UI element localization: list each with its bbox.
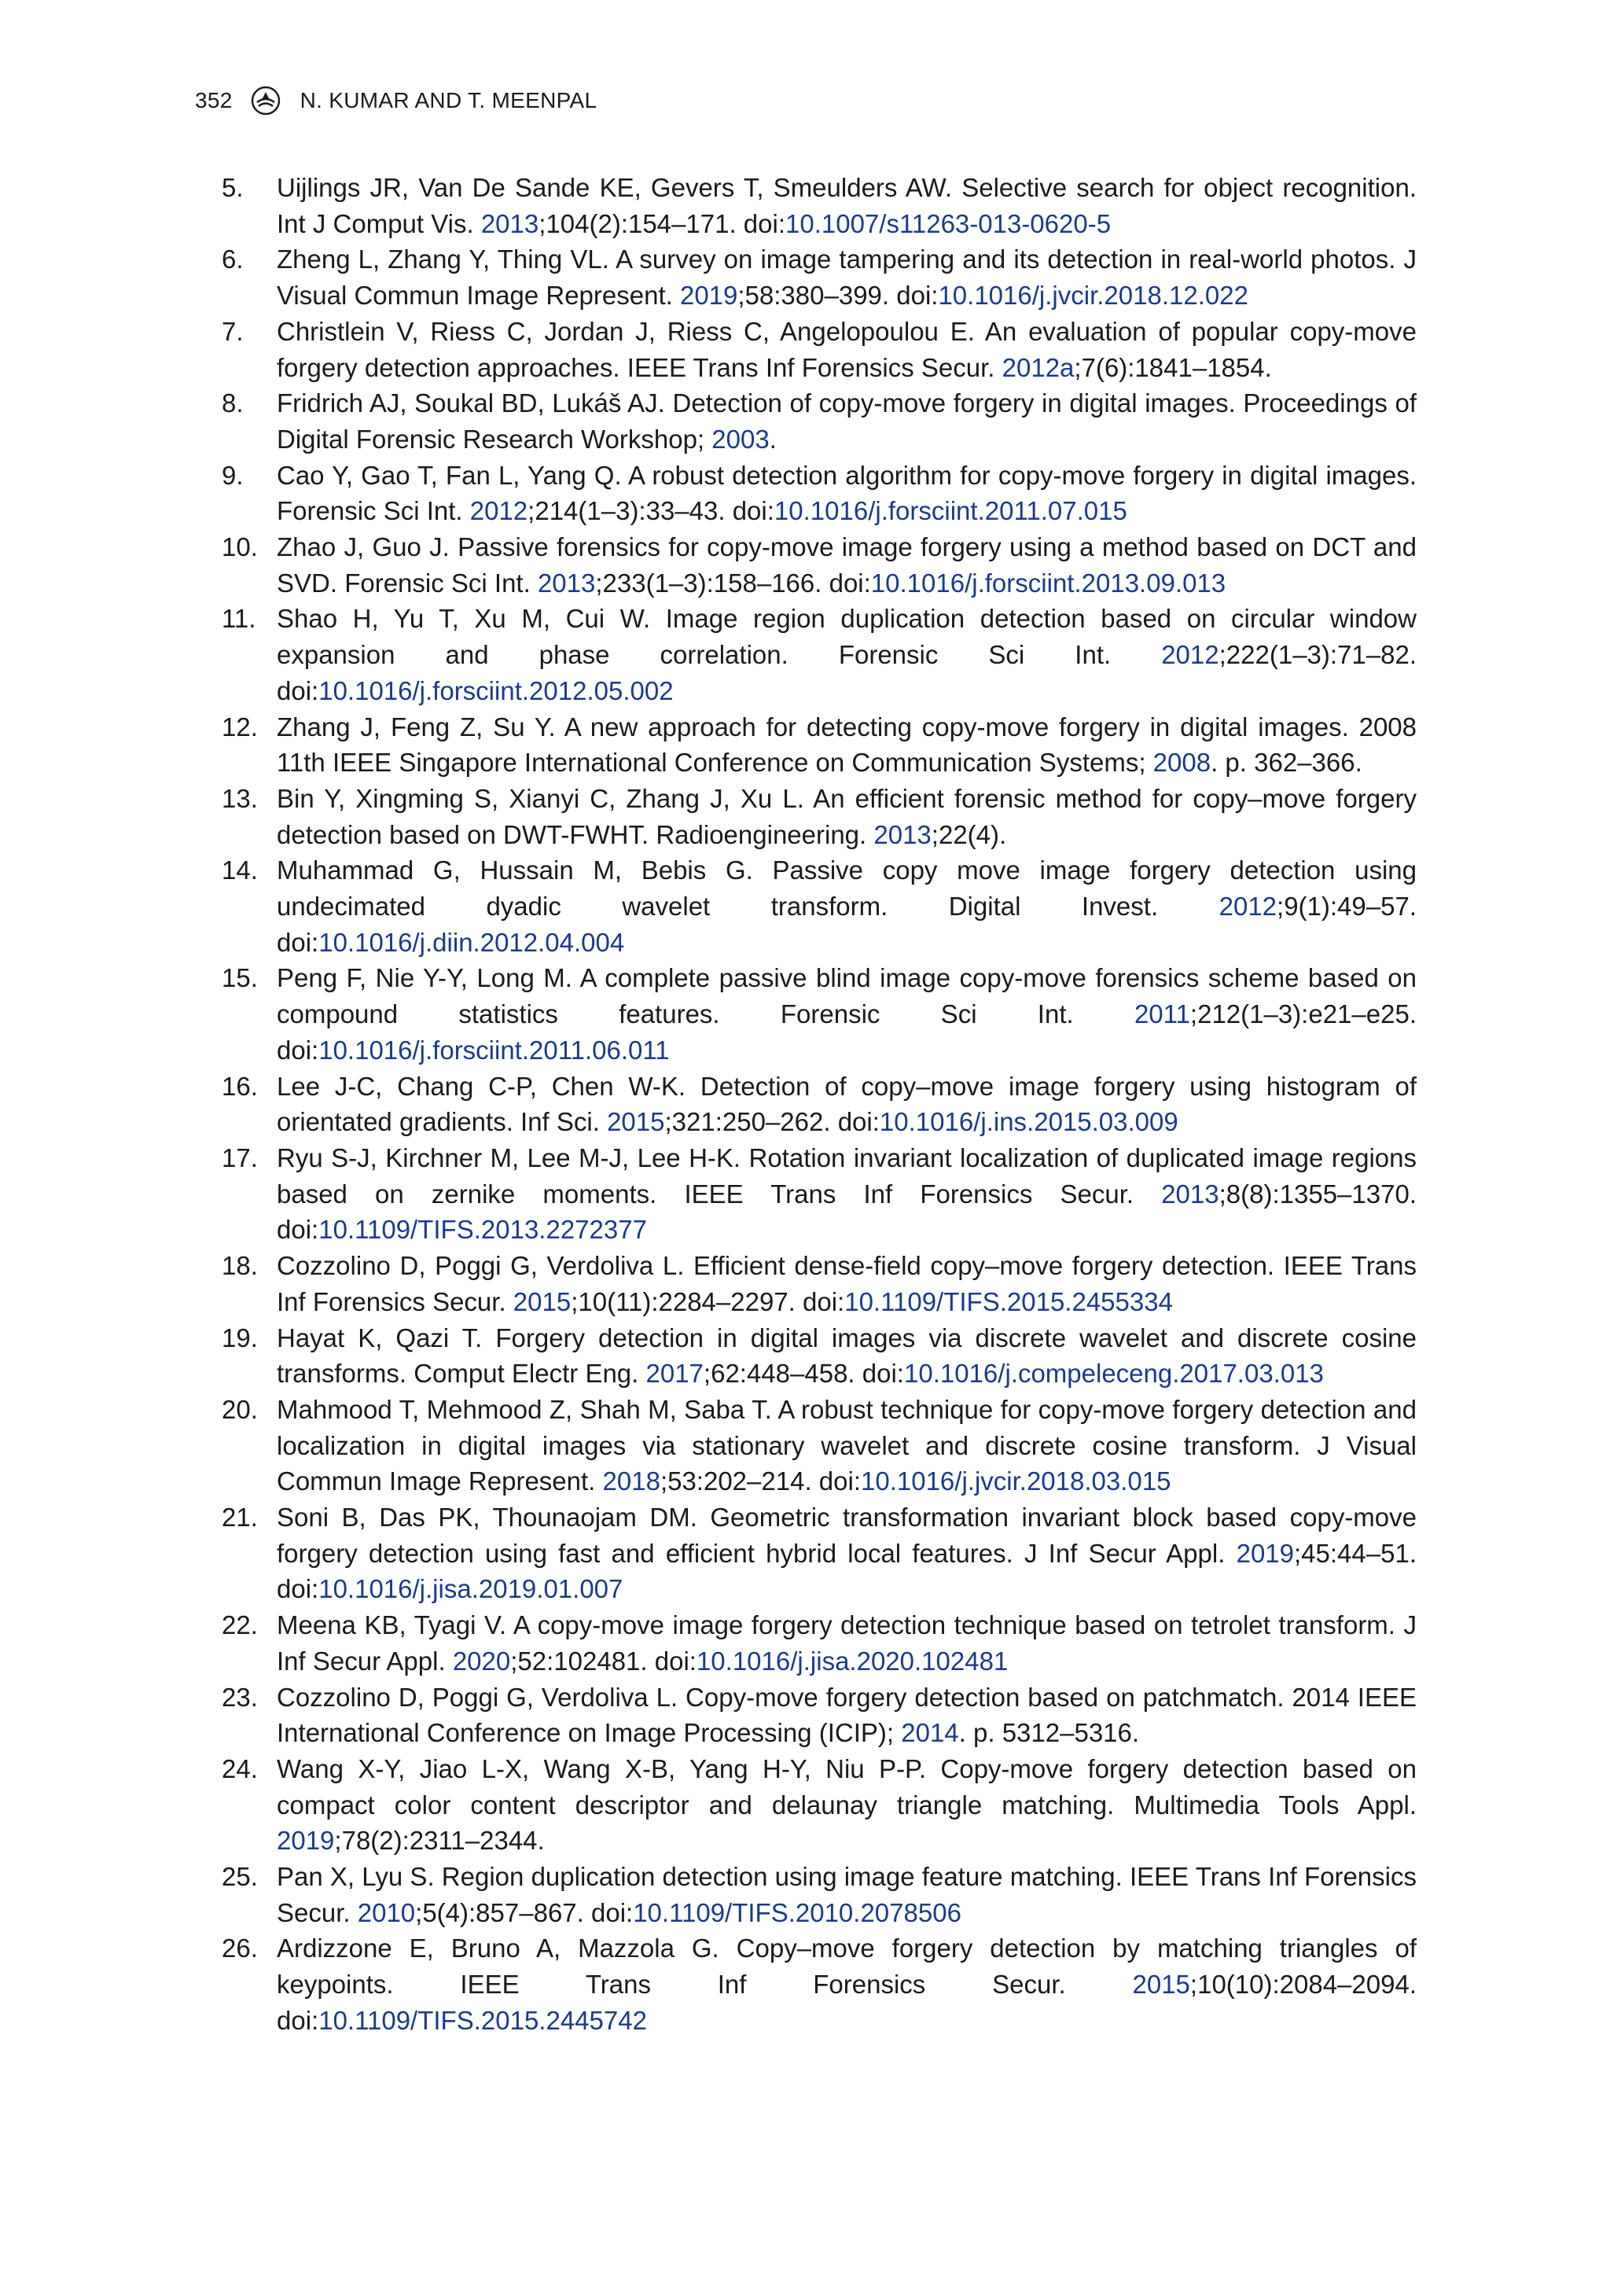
page-number: 352: [195, 88, 233, 112]
reference-number: 24.: [222, 1753, 258, 1783]
reference-item: [222, 529, 1417, 601]
reference-text: Cozzolino D, Poggi G, Verdoliva L. Copy-move forgery detection based on patchmatch. 2014 IEEE International Conference on Image Processing (ICIP);: [277, 1682, 1417, 1748]
reference-item: [222, 1320, 1417, 1392]
reference-number: 22.: [222, 1610, 258, 1640]
reference-text: Ryu S-J, Kirchner M, Lee M-J, Lee H-K. Rotation invariant localization of duplicated image regions based on zernike moments. IEEE Trans Inf Forensics Secur.: [277, 1142, 1417, 1209]
reference-item: [222, 1499, 1417, 1607]
reference-text: ;212(1–3):e21–e25. doi:: [277, 999, 1417, 1065]
reference-text: ;233(1–3):158–166. doi:: [595, 568, 871, 598]
reference-text: Mahmood T, Mehmood Z, Shah M, Saba T. A robust technique for copy-move forgery detection and localization in digital images via stationary wavelet and discrete cosine transform. J Visual Commun Image Represent.: [277, 1394, 1417, 1496]
reference-link[interactable]: 10.1109/TIFS.2013.2272377: [318, 1215, 647, 1245]
reference-link[interactable]: 2019: [277, 1826, 335, 1856]
reference-number: 10.: [222, 532, 258, 562]
reference-link[interactable]: 10.1016/j.jvcir.2018.03.015: [861, 1466, 1171, 1496]
reference-link[interactable]: 10.1016/j.jisa.2019.01.007: [318, 1574, 623, 1604]
reference-list: [222, 170, 1417, 2039]
reference-text: ;45:44–51. doi:: [277, 1538, 1417, 1604]
reference-link[interactable]: 2013: [537, 568, 596, 598]
reference-link[interactable]: 10.1016/j.ins.2015.03.009: [879, 1107, 1178, 1137]
reference-text: ;52:102481. doi:: [510, 1646, 697, 1676]
reference-link[interactable]: 2010: [357, 1897, 416, 1927]
reference-link[interactable]: 2012: [1219, 892, 1277, 922]
reference-text: Shao H, Yu T, Xu M, Cui W. Image region duplication detection based on circular window expansion and phase correlation. Forensic Sci Int.: [277, 604, 1417, 670]
reference-text: Pan X, Lyu S. Region duplication detection using image feature matching. IEEE Trans Inf Forensics Secur.: [277, 1862, 1417, 1927]
reference-text: ;321:250–262. doi:: [664, 1107, 880, 1137]
reference-number: 25.: [222, 1862, 258, 1892]
reference-number: 26.: [222, 1934, 258, 1963]
reference-text: Fridrich AJ, Soukal BD, Lukáš AJ. Detection of copy-move forgery in digital images. Proceedings of Digital Forensic Research Workshop;: [277, 388, 1417, 454]
reference-link[interactable]: 2008: [1152, 748, 1211, 778]
reference-text: ;78(2):2311–2344.: [334, 1826, 545, 1856]
reference-link[interactable]: 10.1016/j.forsciint.2011.06.011: [318, 1035, 670, 1065]
reference-link[interactable]: 10.1016/j.forsciint.2012.05.002: [318, 675, 674, 705]
reference-text: Bin Y, Xingming S, Xianyi C, Zhang J, Xu L. An efficient forensic method for copy–move forgery detection based on DWT-FWHT. Radioengineering.: [277, 783, 1417, 849]
reference-link[interactable]: 2020: [452, 1646, 511, 1676]
reference-text: Zheng L, Zhang Y, Thing VL. A survey on image tampering and its detection in real-world photos. J Visual Commun Image Represent.: [277, 245, 1417, 311]
reference-link[interactable]: 2012: [1161, 640, 1219, 670]
reference-number: 9.: [222, 460, 244, 490]
reference-text: Hayat K, Qazi T. Forgery detection in digital images via discrete wavelet and discrete cosine transforms. Comput Electr Eng.: [277, 1323, 1417, 1389]
reference-link[interactable]: 10.1016/j.jisa.2020.102481: [696, 1646, 1009, 1676]
reference-item: [222, 1248, 1417, 1319]
reference-item: [222, 960, 1417, 1068]
reference-link[interactable]: 2015: [513, 1286, 572, 1316]
reference-text: . p. 5312–5316.: [958, 1718, 1140, 1748]
reference-text: Zhao J, Guo J. Passive forensics for copy-move image forgery using a method based on DCT and SVD. Forensic Sci Int.: [277, 532, 1417, 598]
reference-item: [222, 1140, 1417, 1248]
reference-link[interactable]: 2014: [901, 1718, 959, 1748]
reference-text: Muhammad G, Hussain M, Bebis G. Passive copy move image forgery detection using undecimated dyadic wavelet transform. Digital Invest.: [277, 855, 1417, 922]
reference-text: ;104(2):154–171. doi:: [539, 208, 785, 238]
reference-item: [222, 1069, 1417, 1140]
reference-link[interactable]: 10.1109/TIFS.2015.2455334: [844, 1286, 1173, 1316]
reference-link[interactable]: 2012: [469, 496, 528, 526]
reference-text: ;58:380–399. doi:: [737, 281, 939, 311]
reference-link[interactable]: 10.1016/j.forsciint.2011.07.015: [774, 496, 1127, 526]
reference-text: ;214(1–3):33–43. doi:: [527, 496, 774, 526]
reference-text: .: [769, 424, 777, 454]
reference-link[interactable]: 2013: [1161, 1179, 1219, 1209]
reference-link[interactable]: 10.1007/s11263-013-0620-5: [785, 208, 1112, 238]
reference-item: [222, 601, 1417, 708]
reference-link[interactable]: 10.1016/j.diin.2012.04.004: [318, 927, 625, 957]
reference-link[interactable]: 10.1016/j.forsciint.2013.09.013: [870, 568, 1226, 598]
reference-text: ;9(1):49–57. doi:: [277, 892, 1417, 957]
reference-text: Soni B, Das PK, Thounaojam DM. Geometric transformation invariant block based copy-move forgery detection using fast and efficient hybrid local features. J Inf Secur Appl.: [277, 1503, 1417, 1568]
reference-number: 8.: [222, 388, 244, 418]
reference-item: [222, 1607, 1417, 1679]
reference-number: 6.: [222, 245, 244, 274]
reference-item: [222, 1930, 1417, 2038]
reference-text: Ardizzone E, Bruno A, Mazzola G. Copy–move forgery detection by matching triangles of keypoints. IEEE Trans Inf Forensics Secur.: [277, 1934, 1417, 2000]
reference-link[interactable]: 2019: [1236, 1538, 1295, 1568]
reference-text: ;8(8):1355–1370. doi:: [277, 1179, 1417, 1245]
reference-number: 23.: [222, 1682, 258, 1712]
reference-item: [222, 1859, 1417, 1930]
reference-item: [222, 241, 1417, 313]
reference-number: 16.: [222, 1071, 258, 1101]
reference-number: 15.: [222, 963, 258, 993]
reference-number: 20.: [222, 1394, 258, 1424]
reference-text: Cozzolino D, Poggi G, Verdoliva L. Efficient dense-field copy–move forgery detection. IEEE Trans Inf Forensics Secur.: [277, 1251, 1417, 1316]
reference-number: 11.: [222, 604, 256, 634]
reference-text: . p. 362–366.: [1211, 748, 1362, 778]
reference-number: 17.: [222, 1142, 258, 1172]
reference-text: ;53:202–214. doi:: [660, 1466, 861, 1496]
reference-number: 19.: [222, 1323, 258, 1352]
reference-number: 12.: [222, 712, 258, 741]
reference-text: Zhang J, Feng Z, Su Y. A new approach for detecting copy-move forgery in digital images. 2008 11th IEEE Singapore International Conference on Communication Systems;: [277, 712, 1417, 778]
reference-link[interactable]: 2019: [679, 281, 738, 311]
reference-link[interactable]: 2013: [480, 208, 539, 238]
reference-link[interactable]: 2015: [1132, 1970, 1190, 2000]
reference-text: Christlein V, Riess C, Jordan J, Riess C, Angelopoulou E. An evaluation of popular copy-move forgery detection approaches. IEEE Trans Inf Forensics Secur.: [277, 316, 1417, 382]
reference-text: Wang X-Y, Jiao L-X, Wang X-B, Yang H-Y, Niu P-P. Copy-move forgery detection based on compact color content descriptor and delaunay triangle matching. Multimedia Tools Appl.: [277, 1753, 1417, 1820]
running-header-authors: N. KUMAR AND T. MEENPAL: [300, 88, 597, 112]
reference-text: ;7(6):1841–1854.: [1074, 352, 1272, 382]
reference-text: Cao Y, Gao T, Fan L, Yang Q. A robust detection algorithm for copy-move forgery in digital images. Forensic Sci Int.: [277, 460, 1417, 526]
reference-item: [222, 1392, 1417, 1499]
reference-text: ;62:448–458. doi:: [703, 1359, 904, 1389]
reference-link[interactable]: 2013: [873, 819, 932, 849]
reference-item: [222, 781, 1417, 852]
reference-text: Peng F, Nie Y-Y, Long M. A complete passive blind image copy-move forensics scheme based on compound statistics features. Forensic Sci Int.: [277, 963, 1417, 1029]
reference-number: 5.: [222, 173, 244, 202]
reference-link[interactable]: 10.1016/j.jvcir.2018.12.022: [938, 281, 1248, 311]
reference-item: [222, 385, 1417, 457]
reference-text: Lee J-C, Chang C-P, Chen W-K. Detection of copy–move image forgery using histogram of orientated gradients. Inf Sci.: [277, 1071, 1417, 1137]
reference-link[interactable]: 10.1016/j.compeleceng.2017.03.013: [903, 1359, 1324, 1389]
reference-text: ;10(11):2284–2297. doi:: [571, 1286, 845, 1316]
reference-text: ;5(4):857–867. doi:: [415, 1897, 634, 1927]
reference-link[interactable]: 10.1109/TIFS.2010.2078506: [633, 1897, 961, 1927]
reference-item: [222, 458, 1417, 529]
reference-number: 13.: [222, 783, 258, 813]
reference-link[interactable]: 10.1109/TIFS.2015.2445742: [318, 2005, 647, 2035]
reference-number: 14.: [222, 855, 258, 885]
journal-logo-icon: [250, 85, 281, 116]
reference-link[interactable]: 2015: [607, 1107, 665, 1137]
reference-text: ;22(4).: [931, 819, 1007, 849]
reference-link[interactable]: 2017: [645, 1359, 704, 1389]
reference-number: 18.: [222, 1251, 258, 1281]
reference-link[interactable]: 2012a: [1002, 352, 1075, 382]
reference-text: ;222(1–3):71–82. doi:: [277, 640, 1417, 705]
reference-number: 7.: [222, 316, 244, 346]
reference-item: [222, 1680, 1417, 1751]
reference-item: [222, 170, 1417, 241]
running-header: [195, 83, 597, 118]
reference-item: [222, 852, 1417, 960]
reference-item: [222, 314, 1417, 385]
reference-item: [222, 1751, 1417, 1859]
reference-text: Uijlings JR, Van De Sande KE, Gevers T, Smeulders AW. Selective search for object recognition. Int J Comput Vis.: [277, 173, 1417, 238]
reference-text: ;10(10):2084–2094. doi:: [277, 1970, 1417, 2035]
reference-link[interactable]: 2018: [602, 1466, 660, 1496]
reference-text: Meena KB, Tyagi V. A copy-move image forgery detection technique based on tetrolet transform. J Inf Secur Appl.: [277, 1610, 1417, 1676]
reference-number: 21.: [222, 1503, 258, 1533]
reference-link[interactable]: 2011: [1134, 999, 1190, 1029]
reference-link[interactable]: 2003: [711, 424, 770, 454]
reference-item: [222, 709, 1417, 781]
